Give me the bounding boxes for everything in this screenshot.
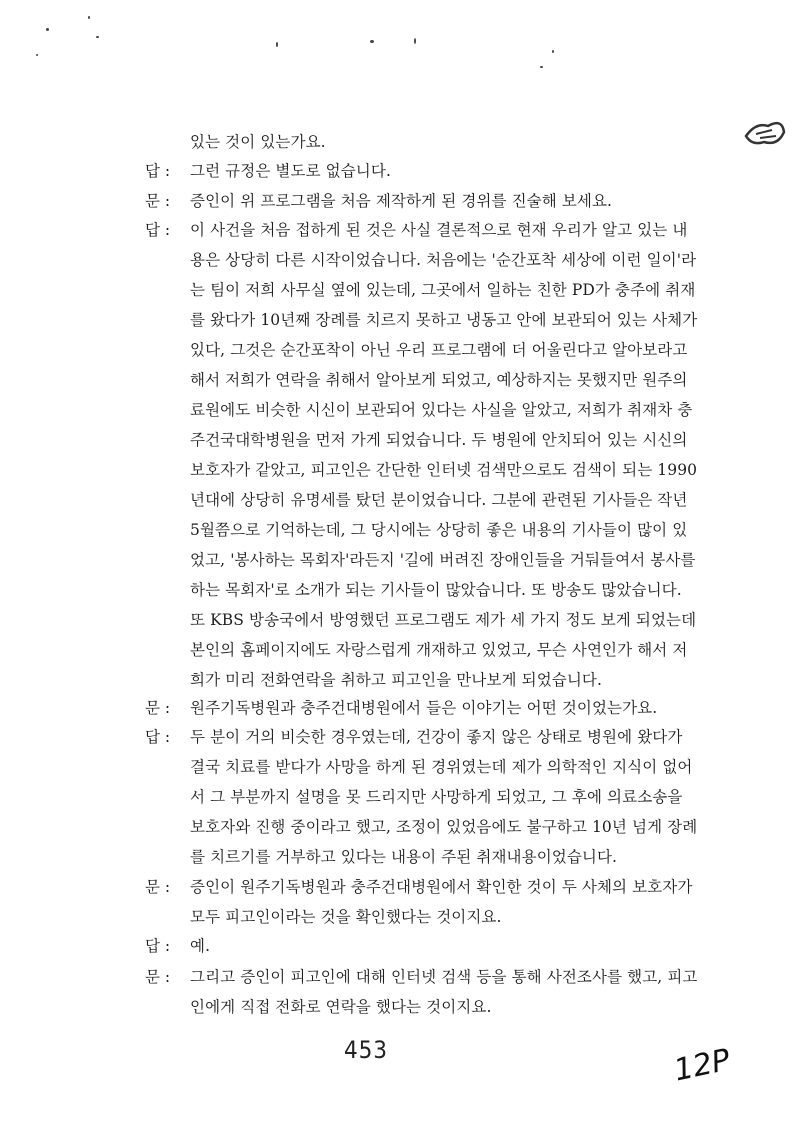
stamp-mark bbox=[742, 112, 788, 152]
entry-marker: 문 : bbox=[145, 878, 171, 896]
entry-line: 인에게 직접 전화로 연락을 했다는 것이지요. bbox=[190, 998, 492, 1016]
scan-speck bbox=[414, 38, 416, 44]
entry-line: 있다, 그것은 순간포착이 아닌 우리 프로그램에 더 어울린다고 알아보라고 bbox=[190, 341, 688, 359]
entry-line: 를 왔다가 10년째 장례를 치르지 못하고 냉동고 안에 보관되어 있는 사체가 bbox=[190, 311, 698, 329]
entry-line: 두 분이 거의 비슷한 경우였는데, 건강이 좋지 않은 상태로 병원에 왔다가 bbox=[190, 728, 683, 746]
scan-speck bbox=[36, 54, 38, 56]
entry-line: 또 KBS 방송국에서 방영했던 프로그램도 제가 세 가지 정도 보게 되었는데 bbox=[190, 611, 697, 629]
entry-line: 증인이 위 프로그램을 처음 제작하게 된 경위를 진술해 보세요. bbox=[190, 192, 613, 210]
entry-marker: 답 : bbox=[145, 728, 171, 746]
entry-marker: 문 : bbox=[145, 699, 171, 717]
scan-speck bbox=[370, 40, 374, 43]
entry-line: 료원에도 비슷한 시신이 보관되어 있다는 사실을 알았고, 저희가 취재차 충 bbox=[190, 401, 693, 419]
entry-line: 하는 목회자'로 소개가 되는 기사들이 많았습니다. 또 방송도 많았습니다. bbox=[190, 581, 682, 599]
entry-line: 결국 치료를 받다가 사망을 하게 된 경위였는데 제가 의학적인 지식이 없어 bbox=[190, 758, 693, 776]
scan-speck bbox=[276, 42, 278, 47]
entry-line: 모두 피고인이라는 것을 확인했다는 것이지요. bbox=[190, 908, 502, 926]
entry-line: 는 팀이 저희 사무실 옆에 있는데, 그곳에서 일하는 친한 PD가 충주에 취재 bbox=[190, 281, 696, 299]
entry-marker: 답 : bbox=[145, 162, 171, 180]
entry-marker: 답 : bbox=[145, 221, 171, 239]
entry-line: 었고, '봉사하는 목회자'라든지 '길에 버려진 장애인들을 거둬들여서 봉사를 bbox=[190, 551, 696, 569]
entry-line: 그런 규정은 별도로 없습니다. bbox=[190, 162, 391, 180]
page-number: 453 bbox=[344, 1036, 388, 1064]
entry-line: 5월쯤으로 기억하는데, 그 당시에는 상당히 좋은 내용의 기사들이 많이 있 bbox=[190, 521, 688, 539]
entry-marker: 답 : bbox=[145, 937, 171, 955]
entry-marker: 문 : bbox=[145, 192, 171, 210]
entry-line: 예. bbox=[190, 937, 211, 955]
entry-line: 서 그 부분까지 설명을 못 드리지만 사망하게 되었고, 그 후에 의료소송을 bbox=[190, 788, 683, 806]
scan-speck bbox=[88, 16, 90, 19]
entry-line: 그리고 증인이 피고인에 대해 인터넷 검색 등을 통해 사전조사를 했고, 피고 bbox=[190, 968, 698, 986]
handwritten-note: 12P bbox=[670, 1042, 734, 1089]
entry-line: 보호자와 진행 중이라고 했고, 조정이 있었음에도 불구하고 10년 넘게 장례 bbox=[190, 818, 698, 836]
entry-line: 를 치르기를 거부하고 있다는 내용이 주된 취재내용이었습니다. bbox=[190, 848, 618, 866]
entry-line: 원주기독병원과 충주건대병원에서 들은 이야기는 어떤 것이었는가요. bbox=[190, 699, 658, 717]
entry-line: 있는 것이 있는가요. bbox=[190, 133, 326, 151]
entry-line: 보호자가 같았고, 피고인은 간단한 인터넷 검색만으로도 검색이 되는 1990 bbox=[190, 461, 698, 479]
entry-line: 주건국대학병원을 먼저 가게 되었습니다. 두 병원에 안치되어 있는 시신의 bbox=[190, 431, 688, 449]
entry-line: 본인의 홈페이지에도 자랑스럽게 개재하고 있었고, 무슨 사연인가 해서 저 bbox=[190, 641, 688, 659]
scan-speck bbox=[46, 28, 49, 31]
entry-line: 증인이 원주기독병원과 충주건대병원에서 확인한 것이 두 사체의 보호자가 bbox=[190, 878, 693, 896]
entry-line: 년대에 상당히 유명세를 탔던 분이었습니다. 그분에 관련된 기사들은 작년 bbox=[190, 491, 688, 509]
scan-speck bbox=[552, 50, 554, 53]
entry-marker: 문 : bbox=[145, 968, 171, 986]
entry-line: 이 사건을 처음 접하게 된 것은 사실 결론적으로 현재 우리가 알고 있는 내 bbox=[190, 221, 688, 239]
entry-line: 희가 미리 전화연락을 취하고 피고인을 만나보게 되었습니다. bbox=[190, 671, 603, 689]
scan-speck bbox=[96, 36, 99, 38]
scan-speck bbox=[540, 66, 543, 68]
entry-line: 해서 저희가 연락을 취해서 알아보게 되었고, 예상하지는 못했지만 원주의 bbox=[190, 371, 688, 389]
entry-line: 용은 상당히 다른 시작이었습니다. 처음에는 '순간포착 세상에 이런 일이'라 bbox=[190, 251, 697, 269]
